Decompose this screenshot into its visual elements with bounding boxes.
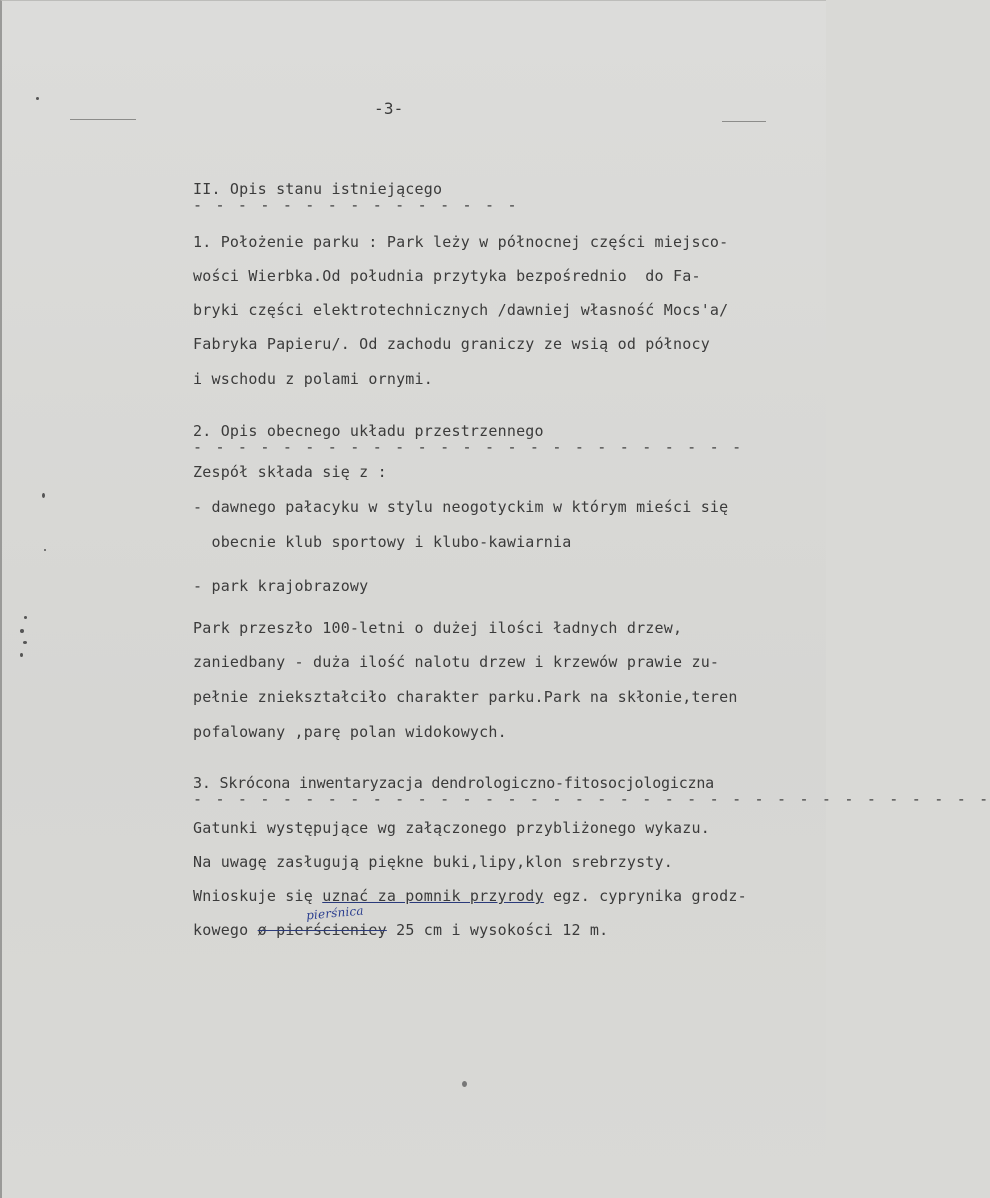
s2-para-2: zaniedbany - duża ilość nalotu drzew i krzewów prawie zu-: [193, 653, 720, 671]
underlined-phrase: uznać za pomnik przyrody: [322, 887, 544, 905]
s2-dash-underline: - - - - - - - - - - - - - - - - - - - - - - - - -: [193, 438, 744, 456]
s3-line-3-end: egz. cyprynika grodz-: [543, 887, 747, 905]
s3-dash-underline: - - - - - - - - - - - - - - - - - - - - - - - - - - - - - - - - - - - -: [193, 790, 990, 808]
s1-text-1: Park leży w północnej części miejsco-: [386, 233, 729, 251]
margin-speck: [24, 616, 27, 619]
s1-line-5: i wschodu z polami ornymi.: [193, 370, 433, 388]
s3-line-3-start: Wnioskuje się: [193, 887, 323, 905]
s3-line-1: Gatunki występujące wg załączonego przybliżonego wykazu.: [193, 819, 710, 837]
s1-line-2: wości Wierbka.Od południa przytyka bezpośrednio do Fa-: [193, 267, 701, 285]
s2-bullet-2: - park krajobrazowy: [193, 577, 369, 595]
struck-word: ø pierścieniey: [257, 921, 387, 939]
paper-speck: [462, 1081, 467, 1087]
top-left-rule: [70, 119, 136, 120]
margin-speck: [36, 97, 39, 100]
s3-line-4-start: kowego: [193, 921, 258, 939]
margin-speck: [23, 641, 27, 644]
handwritten-correction: pierśnica: [305, 903, 365, 923]
s2-bullet-1: - dawnego pałacyku w stylu neogotyckim w którym mieści się: [193, 498, 729, 516]
s3-line-4: [193, 921, 608, 939]
s3-line-4-end: 25 cm i wysokości 12 m.: [386, 921, 609, 939]
margin-speck: [44, 549, 46, 551]
s2-para-4: pofalowany ,parę polan widokowych.: [193, 723, 507, 741]
s2-intro: Zespół składa się z :: [193, 463, 387, 481]
margin-speck: [42, 493, 45, 498]
s2-para-3: pełnie zniekształciło charakter parku.Park na skłonie,teren: [193, 688, 738, 706]
s3-line-2: Na uwagę zasługują piękne buki,lipy,klon srebrzysty.: [193, 853, 673, 871]
s1-line-4: Fabryka Papieru/. Od zachodu graniczy ze wsią od północy: [193, 335, 710, 353]
page-number: -3-: [374, 99, 404, 118]
s1-line-3: bryki części elektrotechnicznych /dawniej własność Mocs'a/: [193, 301, 729, 319]
s2-bullet-1-cont: obecnie klub sportowy i klubo-kawiarnia: [193, 533, 572, 551]
s3-line-3: [193, 887, 747, 905]
s3-title: 3. Skrócona inwentaryzacja dendrologiczno-fitosocjologiczna: [193, 774, 715, 792]
s1-label: 1. Położenie parku :: [193, 233, 378, 251]
section-heading: II. Opis stanu istniejącego: [193, 180, 443, 198]
s1-line-1: [193, 233, 728, 251]
top-right-rule: [722, 121, 766, 122]
s2-para-1: Park przeszło 100-letni o dużej ilości ładnych drzew,: [193, 619, 683, 637]
s2-title: 2. Opis obecnego układu przestrzennego: [193, 422, 544, 440]
margin-speck: [20, 653, 23, 657]
heading-dash-underline: - - - - - - - - - - - - - - -: [193, 196, 519, 214]
margin-speck: [20, 629, 24, 633]
